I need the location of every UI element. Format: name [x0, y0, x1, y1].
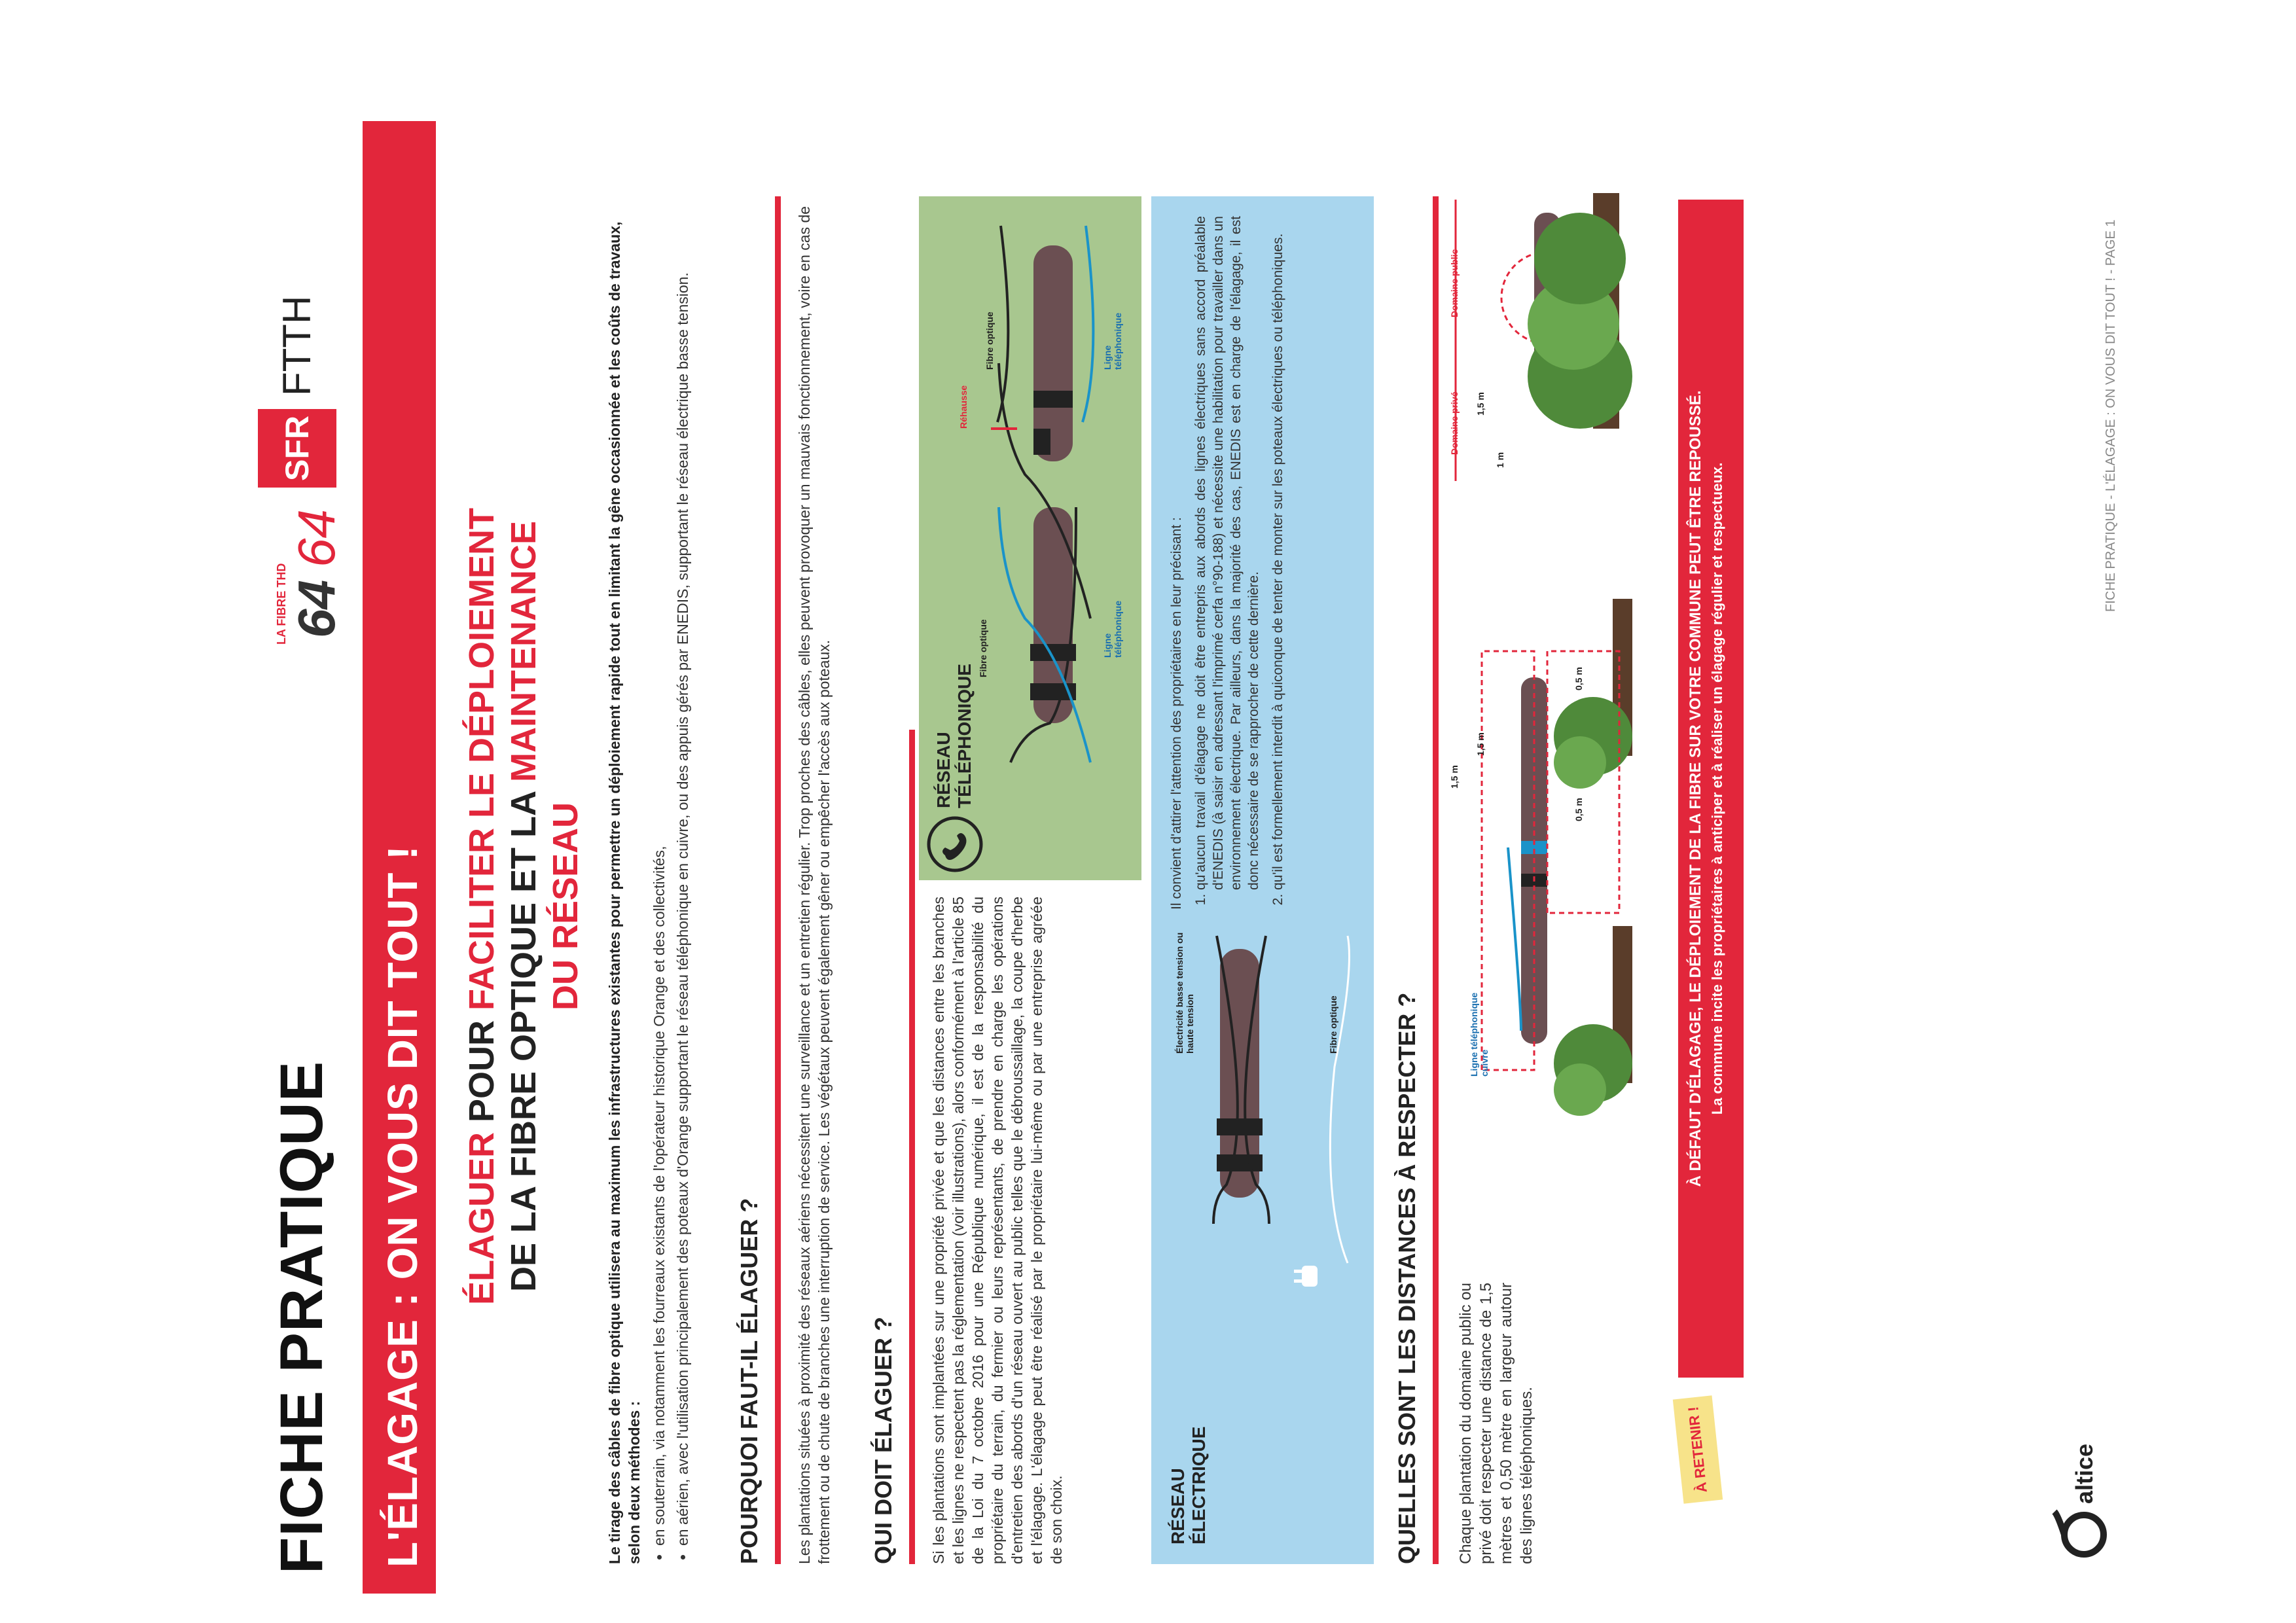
reseau-telephonique-panel: [919, 196, 1141, 880]
label-domaine-prive: Domaine privé: [1449, 391, 1460, 455]
reseau-elec-title-line1: RÉSEAU: [1168, 1468, 1188, 1544]
footer-text: FICHE PRATIQUE - L'ÉLAGAGE : ON VOUS DIT TOUT ! - PAGE 1: [2104, 219, 2118, 612]
reseau-elec-intro: Il convient d'attirer l'attention des propriétaires en leur précisant :: [1169, 517, 1184, 910]
distances-text: Chaque plantation du domaine public ou privé doit respecter une distance de 1,5 mètres et 0,50 mètre en largeur autour des lignes téléphoniques.: [1457, 1283, 1535, 1564]
altice-logo: [2051, 1443, 2130, 1564]
sfr-logo: SFR: [258, 409, 336, 488]
intro-bullet: • en souterrain, via notamment les fourreaux existants de l'opérateur historique Orange et des collectivités,: [649, 203, 669, 1546]
intro-lead: Le tirage des câbles de fibre optique utilisera au maximum les infrastructures existantes pour permettre un déploiement rapide tout en limitant la gêne occasionnée et les coûts de travaux, selon deux méthodes :: [606, 221, 643, 1564]
label-distance-1-5m: 1,5 m: [1449, 765, 1460, 789]
intro-bullet: • en aérien, avec l'utilisation principalement des poteaux d'Orange supportant le réseau téléphonique en cuivre, ou des appuis gérés par ENEDIS, supportant le réseau électrique basse tension.: [673, 203, 692, 1546]
label-fibre-optique-elec: Fibre optique: [1328, 995, 1338, 1054]
subhead-part6: DU RÉSEAU: [546, 802, 585, 1011]
divider: [909, 730, 915, 1564]
reseau-tel-title-line1: RÉSEAU: [933, 732, 954, 808]
logo-fibre-top: LA FIBRE THD: [275, 563, 288, 645]
label-rehausse: Réhausse: [958, 385, 969, 429]
divider: [1433, 196, 1439, 1564]
label-distance-0-5m: 0,5 m: [1573, 798, 1584, 821]
banner-title: L'ÉLAGAGE : ON VOUS DIT TOUT !: [379, 845, 426, 1567]
subhead-part4: DE LA FIBRE OPTIQUE ET LA: [504, 781, 543, 1293]
reseau-elec-list: [1192, 216, 1287, 910]
reseau-elec-text: [1168, 216, 1287, 910]
label-fibre-optique: Fibre optique: [978, 619, 988, 677]
section-title-qui: QUI DOIT ÉLAGUER ?: [870, 1317, 897, 1564]
label-distance-1m: 1 m: [1495, 452, 1505, 468]
altice-logo-text: altice: [2071, 1443, 2098, 1504]
ftth-label: FTTH: [275, 295, 319, 396]
logo-fibre-number-red: 64: [287, 509, 346, 567]
subheading: [461, 416, 586, 1397]
intro-list: [649, 203, 692, 1564]
label-ligne-cuivre: Ligne téléphonique cuivre: [1469, 992, 1490, 1077]
retenir-line1: À DÉFAUT D'ÉLAGAGE, LE DÉPLOIEMENT DE LA FIBRE SUR VOTRE COMMUNE PEUT ÊTRE REPOUSSÉ.: [1687, 390, 1704, 1187]
section-title-distances: QUELLES SONT LES DISTANCES À RESPECTER ?: [1393, 992, 1420, 1564]
reseau-tel-title-line2: TÉLÉPHONIQUE: [954, 664, 975, 808]
section-title-pourquoi: POURQUOI FAUT-IL ÉLAGUER ?: [736, 1198, 762, 1564]
a-retenir-sticker: À RETENIR !: [1673, 1395, 1723, 1503]
intro: [605, 203, 696, 1564]
subhead-part3: FACILITER LE DÉPLOIEMENT: [462, 507, 501, 1010]
logo-fibre-number: 64: [287, 580, 346, 638]
subhead-part5: MAINTENANCE: [504, 520, 543, 782]
subhead-part1: ÉLAGUER: [462, 1132, 501, 1306]
label-distance-1-5m: 1,5 m: [1475, 392, 1486, 416]
subhead-part2: POUR: [462, 1010, 501, 1133]
label-distance-0-5m: 0,5 m: [1573, 667, 1584, 690]
page-title: FICHE PRATIQUE: [268, 1060, 335, 1574]
label-distance-1-5m: 1,5 m: [1475, 732, 1486, 756]
divider: [775, 196, 781, 1564]
label-electricite: Électricité basse tension ou haute tension: [1174, 932, 1195, 1054]
label-fibre-optique-2: Fibre optique: [984, 312, 995, 370]
label-ligne-telephonique-2: Ligne téléphonique: [1102, 312, 1123, 370]
pourquoi-text: Les plantations situées à proximité des réseaux aériens nécessitent une surveillance et un entretien régulier. Trop proches des câbles, elles peuvent provoquer un mauvais fonctionnement, voire en cas de frottement ou de chute de branches une interruption de service. Les végétaux peuvent également gêner ou empêcher l'accès aux poteaux.: [796, 205, 833, 1564]
retenir-line2: La commune incite les propriétaires à anticiper et à réaliser un élagage régulier et respectueux.: [1709, 462, 1725, 1115]
la-fibre-64-logo: [271, 494, 350, 645]
reseau-elec-item: 1. qu'aucun travail d'élagage ne doit être entrepris aux abords des lignes électriques sans accord préalable d'ENEDIS (à saisir en adressant l'imprimé cerfa n°90-188) et nécessite une habilitation pour travailler dans un environnement électrique. Par ailleurs, dans la majorité des cas, ENEDIS est en charge de l'élagage, il est donc nécessaire de se rapprocher de cette dernière.: [1192, 216, 1263, 890]
altice-logo-mark: [2051, 1505, 2110, 1564]
fiche-page: [238, 121, 2176, 1594]
reseau-electrique-panel: [1151, 196, 1374, 1564]
reseau-elec-item: 2. qu'il est formellement interdit à quiconque de tenter de monter sur les poteaux électriques ou téléphoniques.: [1269, 216, 1287, 890]
plug-icon: [1289, 1257, 1328, 1296]
label-domaine-public: Domaine public: [1449, 249, 1460, 317]
a-retenir-box: [1678, 200, 1744, 1378]
qui-text: Si les plantations sont implantées sur une propriété privée et que les distances entre les branches et les lignes ne respectent pas la réglementation (voir illustrations), alors conformément à l'article 85 de la Loi du 7 octobre 2016 pour une République numérique, il est de la responsabilité du propriétaire du terrain, du fermier ou leurs représentants, de prendre en charge les opérations d'entretien des abords d'un réseau ouvert au public telles que le débroussaillage, la coupe d'herbe et l'élagage. L'élagage peut être réalisé par le propriétaire lui-même ou par une entreprise agréée de son choix.: [930, 897, 1065, 1564]
reseau-elec-title-line2: ÉLECTRIQUE: [1189, 1426, 1209, 1544]
label-ligne-telephonique: Ligne téléphonique: [1102, 600, 1123, 658]
